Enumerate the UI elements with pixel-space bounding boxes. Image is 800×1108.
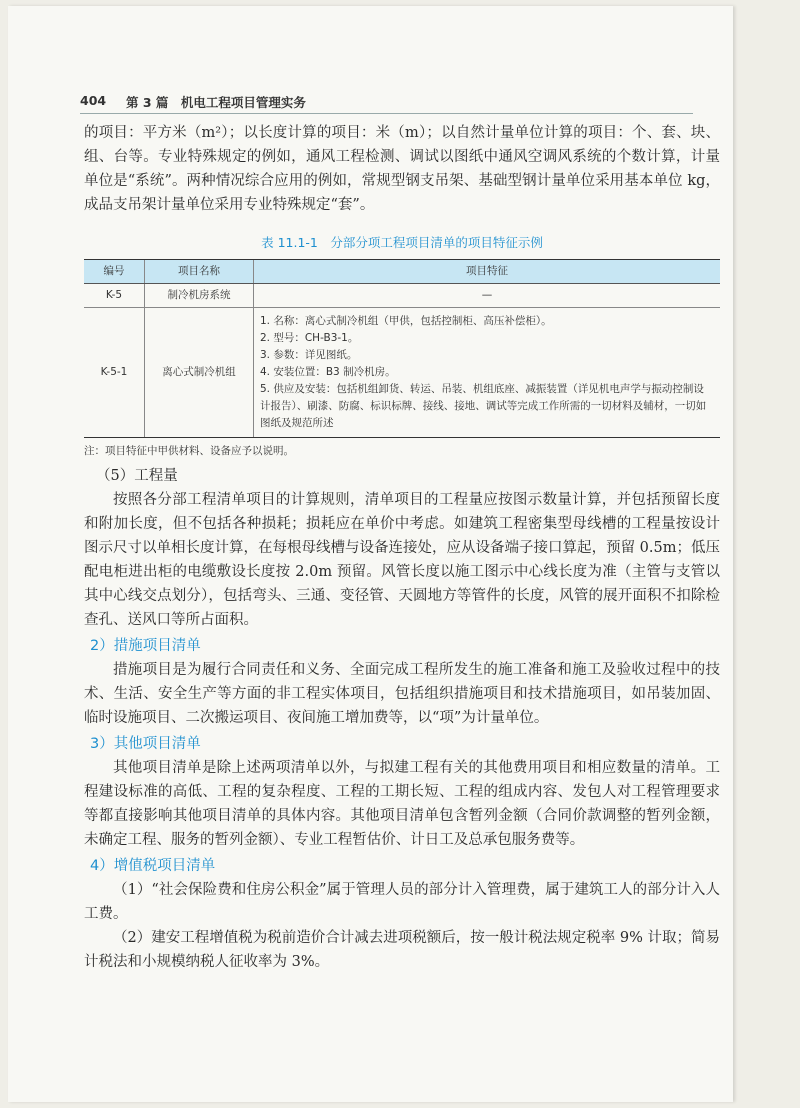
feature-line: 5. 供应及安装：包括机组卸货、转运、吊装、机组底座、减振装置（详见机电声学与振动控制设计报告）、刷漆、防腐、标识标牌、接线、接地、调试等完成工作所需的一切材料及辅材，一切如图纸及规范所述 <box>260 383 707 429</box>
table-caption: 表 11.1-1 分部分项工程项目清单的项目特征示例 <box>261 235 543 250</box>
cell-name: 制冷机房系统 <box>145 284 254 308</box>
col-header-code: 编号 <box>84 260 145 284</box>
feature-line: 2. 型号：CH-B3-1。 <box>260 332 359 344</box>
table-row <box>84 308 720 438</box>
header-divider <box>80 113 693 114</box>
intro-paragraph: 的项目：平方米（m²）；以长度计算的项目：米（m）；以自然计量单位计算的项目：个、套、块、组、台等。专业特殊规定的例如，通风工程检测、调试以图纸中通风空调风系统的个数计算，计量单位是“系统”。两种情况综合应用的例如，常规型钢支吊架、基础型钢计量单位采用基本单位 kg，成品支吊架计量单位采用专业特殊规定“套”。 <box>84 125 720 213</box>
vat-heading: 4）增值税项目清单 <box>90 858 216 874</box>
cell-features <box>254 308 721 438</box>
cell-features: — <box>254 284 721 308</box>
other-items-paragraph: 其他项目清单是除上述两项清单以外，与拟建工程有关的其他费用项目和相应数量的清单。工程建设标准的高低、工程的复杂程度、工程的工期长短、工程的组成内容、发包人对工程管理要求等都直接影响其他项目清单的具体内容。其他项目清单包含暂列金额（合同价款调整的暂列金额，未确定工程、服务的暂列金额）、专业工程暂估价、计日工及总承包服务费等。 <box>84 760 720 848</box>
cell-code: K-5 <box>84 284 145 308</box>
chapter-title: 第 3 篇 机电工程项目管理实务 <box>126 95 306 110</box>
page-number: 404 <box>80 93 107 108</box>
measures-heading: 2）措施项目清单 <box>90 638 201 654</box>
other-items-heading: 3）其他项目清单 <box>90 736 201 752</box>
page-header <box>80 91 693 113</box>
table-row <box>84 284 720 308</box>
cell-code: K-5-1 <box>84 308 145 438</box>
feature-line: 4. 安装位置：B3 制冷机房。 <box>260 366 396 378</box>
book-page <box>8 6 733 1102</box>
section-5-paragraph: 按照各分部工程清单项目的计算规则，清单项目的工程量应按图示数量计算，并包括预留长度和附加长度，但不包括各种损耗；损耗应在单价中考虑。如建筑工程密集型母线槽的工程量按设计图示尺寸以单相长度计算，在每根母线槽与设备连接处，应从设备端子接口算起，预留 0.5m；低压配电柜进出柜的电缆敷设长度按 2.0m 预留。风管长度以施工图示中心线长度为准（主管与支管以其中心线交点划分），包括弯头、三通、变径管、天圆地方等管件的长度，风管的展开面积不扣除检查孔、送风口等所占面积。 <box>84 492 720 628</box>
feature-table <box>84 259 720 438</box>
col-header-name: 项目名称 <box>145 260 254 284</box>
feature-line: 1. 名称：离心式制冷机组（甲供，包括控制柜、高压补偿柜）。 <box>260 315 552 327</box>
col-header-features: 项目特征 <box>254 260 721 284</box>
vat-item-2: （2）建安工程增值税为税前造价合计减去进项税额后，按一般计税法规定税率 9% 计取；简易计税法和小规模纳税人征收率为 3%。 <box>84 930 720 970</box>
table-note: 注：项目特征中甲供材料、设备应予以说明。 <box>84 445 294 457</box>
measures-paragraph: 措施项目是为履行合同责任和义务、全面完成工程所发生的施工准备和施工及验收过程中的技术、生活、安全生产等方面的非工程实体项目，包括组织措施项目和技术措施项目，如吊装加固、临时设施项目、二次搬运项目、夜间施工增加费等，以“项”为计量单位。 <box>84 662 720 726</box>
table-header-row <box>84 260 720 284</box>
feature-line: 3. 参数：详见图纸。 <box>260 349 358 361</box>
page-body <box>84 121 720 974</box>
vat-item-1: （1）“社会保险费和住房公积金”属于管理人员的部分计入管理费，属于建筑工人的部分计入人工费。 <box>84 882 720 922</box>
section-5-heading: （5）工程量 <box>96 468 178 484</box>
cell-name: 离心式制冷机组 <box>145 308 254 438</box>
